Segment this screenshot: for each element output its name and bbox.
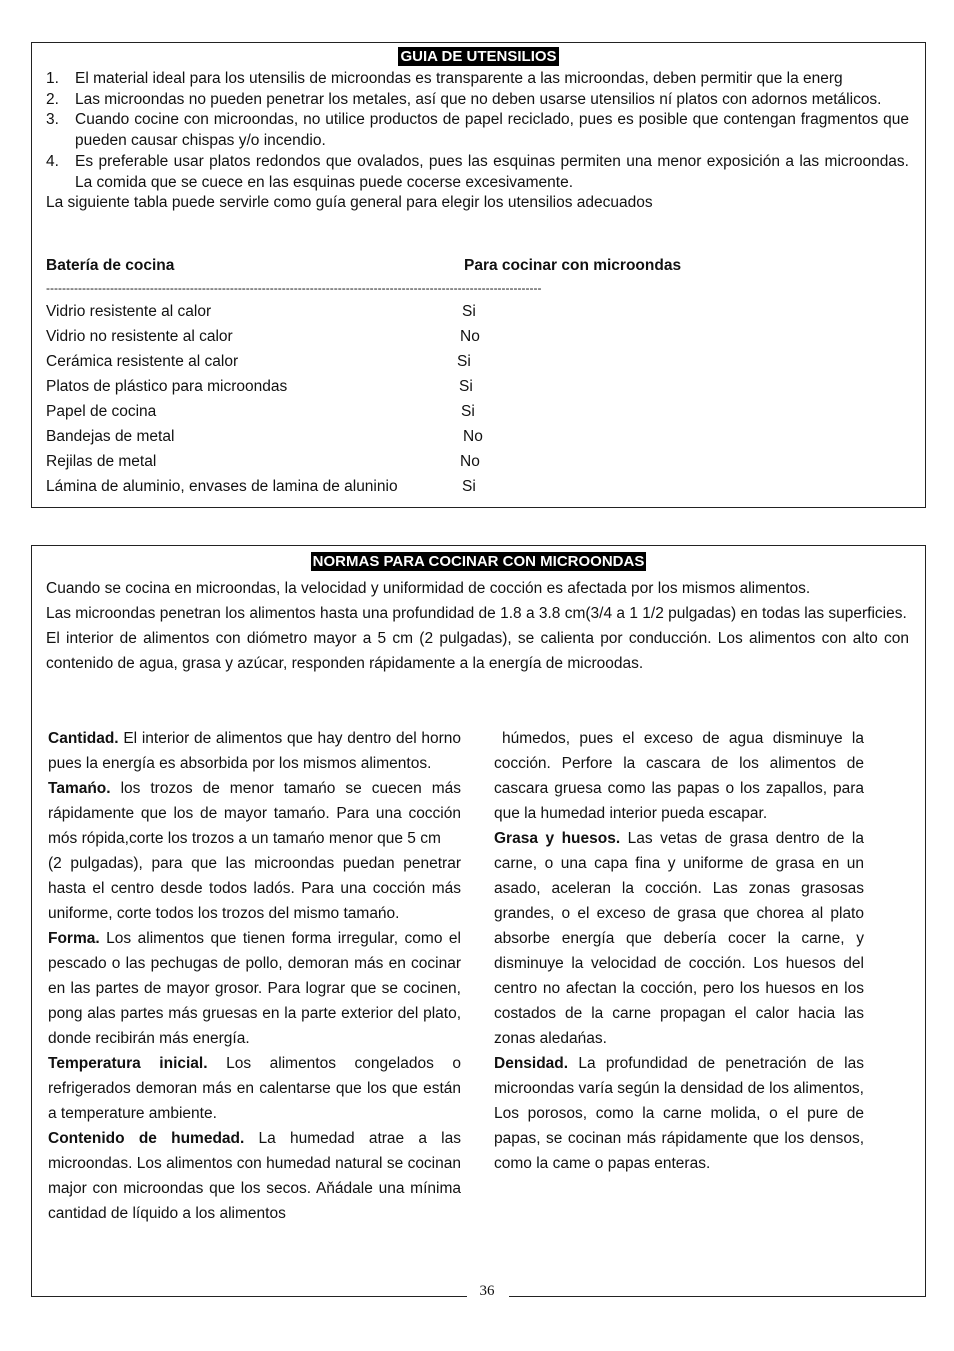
- bottom-rule-right: [509, 1296, 926, 1297]
- utensils-guide-title: GUIA DE UTENSILIOS: [400, 48, 557, 65]
- left-column: [48, 726, 461, 1226]
- table-row: Lámina de aluminio, envases de lamina de aluninio Si: [46, 478, 476, 495]
- table-row: Papel de cocina Si: [46, 403, 475, 420]
- cooking-rules-heading: [32, 553, 925, 570]
- rule-paragraph: Cantidad. El interior de alimentos que hay dentro del horno pues la energía es absorbida por los mismos alimentos.: [48, 730, 461, 772]
- intro-paragraph: El interior de alimentos con diómetro mayor a 5 cm (2 pulgadas), se calienta por conducción. Los alimentos con alto con contenido de agua, grasa y azúcar, responden rápidamente a la energía de microodas.: [46, 630, 909, 672]
- rule-paragraph: (2 pulgadas), para que las microondas puedan penetrar hasta el centro desde todos ladós. Para una cocción más uniforme, corte todos los trozos del mismo tamańo.: [48, 855, 461, 922]
- bottom-rule-left: [31, 1296, 467, 1297]
- page-number: 36: [479, 1283, 495, 1299]
- list-item: 2. Las microondas no pueden penetrar los metales, así que no deben usarse utensilios ní platos con adornos metálicos.: [46, 90, 882, 108]
- list-item: 3. Cuando cocine con microondas, no utilice productos de papel reciclado, pues es posible que contengan fragmentos que pueden causar chispas y/o incendio.: [46, 111, 909, 150]
- rule-paragraph: Temperatura inicial. Los alimentos congelados o refrigerados demoran más en calentarse que los que están a temperature ambiente.: [48, 1055, 461, 1122]
- cooking-rules-title: NORMAS PARA COCINAR CON MICROONDAS: [312, 553, 645, 570]
- table-header-microwave: Para cocinar con microondas: [464, 257, 682, 274]
- intro-text: [46, 576, 909, 676]
- table-intro: La siguiente tabla puede servirle como guía general para elegir los utensilios adecuados: [46, 194, 653, 212]
- rule-paragraph: Tamańo. los trozos de menor tamańo se cuecen más rápidamente que los de mayor tamańo. Para una cocción mós rópida,corte los trozos a un tamańo menor que 5 cm: [48, 780, 461, 847]
- table-row: Rejilas de metal No: [46, 453, 480, 470]
- table-row: Cerámica resistente al calor Si: [46, 353, 471, 370]
- rule-paragraph: Grasa y huesos. Las vetas de grasa dentro de la carne, o una capa fina y uniforme de grasa en un asado, aceleran la cocción. Las zonas grasosas grandes, o el exceso de grasa que chorea al plato absorbe energía que debería cocer la carne, y disminuye la velocidad de cocción. Los huesos del centro no afectan la cocción, pero los huesos en los costados de la carne propagan el calor hacia las zonas aledańas.: [494, 830, 864, 1047]
- intro-paragraph: Las microondas penetran los alimentos hasta una profundidad de 1.8 a 3.8 cm(3/4 a 1 1/2 pulgadas) en todas las superficies.: [46, 605, 907, 622]
- utensils-list: [46, 69, 909, 214]
- right-column: [494, 726, 864, 1176]
- utensils-guide-box: [31, 42, 926, 508]
- rule-paragraph: Contenido de humedad. La humedad atrae a las microondas. Los alimentos con humedad natural se cocinan major con microondas que los secos. Aňádale una mínima cantidad de líquido a los alimentos: [48, 1130, 461, 1222]
- table-row: Platos de plástico para microondas Si: [46, 378, 473, 395]
- rule-paragraph: Forma. Los alimentos que tienen forma irregular, como el pescado o las pechugas de pollo, demoran más en cocinar en las partes de mayor grosor. Para lograr que se cocinen, pong alas partes más gruesas en la parte exterior del plato, donde recibirán más energía.: [48, 930, 461, 1047]
- table-header-cookware: Batería de cocina: [46, 257, 175, 274]
- list-item: 1. El material ideal para los utensilis de microondas es transparente a las microondas, deben permitir que la energ: [46, 70, 843, 87]
- table-row: Bandejas de metal No: [46, 428, 483, 445]
- intro-paragraph: Cuando se cocina en microondas, la velocidad y uniformidad de cocción es afectada por los mismos alimentos.: [46, 580, 811, 597]
- list-item: 4. Es preferable usar platos redondos que ovalados, pues las esquinas permiten una menor exposición a las microondas. La comida que se cuece en las esquinas puede cocerse excesivamente.: [46, 152, 909, 191]
- table-separator: ----------------------------------------------------------------------------------------------------------------------------: [46, 281, 542, 295]
- table-row: Vidrio resistente al calor Si: [46, 303, 476, 320]
- rule-paragraph: Densidad. La profundidad de penetración de las microondas varía según la densidad de los alimentos, Los porosos, como la carne molida, o el pure de papas, se cocinan más rápidamente que los densos, como la came o papas enteras.: [494, 1055, 864, 1172]
- utensils-guide-heading: [32, 48, 925, 65]
- cooking-rules-box: [31, 545, 926, 1297]
- table-row: Vidrio no resistente al calor No: [46, 328, 480, 345]
- rule-paragraph: húmedos, pues el exceso de agua disminuye la cocción. Perfore la cascara de los alimentos de cascara gruesa como las papas o los zapallos, para que la humedad interior pueda escapar.: [494, 730, 864, 822]
